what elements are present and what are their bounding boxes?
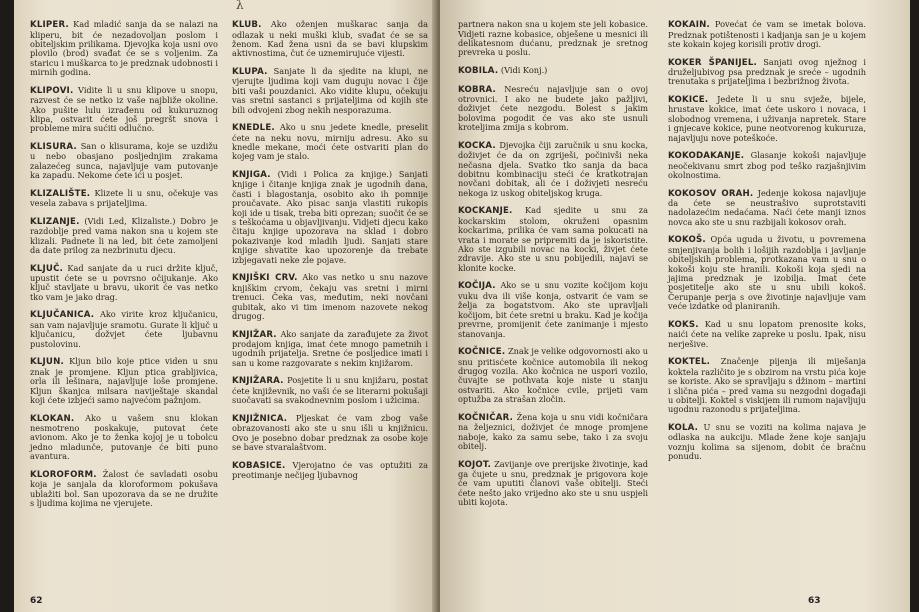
entry-headword: KOCKA. [458,140,496,151]
entry-text: Djevojka čiji zaručnik u snu kocka, doživjet će da on zgriješi, počinivši neka nečasna djela. Svatko tko sanja da baca dobitnu kombinaciju steći će kratkotrajan novčani dobitak, ali će i doživjeti nesreću nekoga iz uskog obiteljskog kruga. [458,139,648,198]
entry-text: Kad sjedite u snu za kockarskim stolom, okruženi opasnim kockarima, prilika će vam sama pokucati na vrata i morate se pripremiti da je iskoristite. Ako ste izgubili novac na kocki, živjet ćete zdravije. Ako ste u snu pobijedili, najavi se klonite kocke. [458,205,648,273]
left-page [14,0,438,612]
dictionary-entry [30,217,218,256]
entry-text: Ako u vašem snu klokan nesmotreno poskakuje, putovat ćete avionom. Ako je to ženka kojoj je u tobolcu jedno mladunče, putovanje će biti puno avantura. [30,412,218,462]
entry-text: Jedete li u snu svježe, bijele, hrustave kokice, imat ćete uskoro i novaca, i slobodnog vremena, i uživanja napretek. Stare i gnjecave kokice, pune neotvorenog kukuruza, najavljuju nove poteškoće. [668,94,866,143]
dictionary-entry [668,58,866,87]
dictionary-entry [30,142,218,181]
entry-text: Jedenje kokosa najavljuje da ćete se neustrašivo suprotstaviti nadolazećim nedaćama. Naći ćete manji iznos novca ako ste u snu razbijali kokosov orah. [668,187,866,227]
right-page [440,0,910,612]
entry-text: Značenje pijenja ili miješanja koktela različito je s obzirom na vrstu pića koje se koriste. Ako se spravljaju s džinom – martini i slična pića – pred vama su nezgodni događaji u obitelji. Koktel s viskijem ili rumom najavljuju ugodnu razonodu s prijateljima. [668,356,866,415]
entry-text: (Vidi Konj.) [500,65,548,75]
entry-headword: KOKICE. [668,95,709,105]
dictionary-entry [30,470,218,509]
entry-headword: KOKOŠ. [668,235,706,246]
entry-headword: KLOROFORM. [30,469,97,480]
entry-text: Posjetite li u snu knjižaru, postat ćete književnik, no vaši će se literarni pokušaji suočavati sa svakodnevnim poslom i užicima. [232,375,428,406]
entry-text: Sanjati ovog nježnog i druželjubivog psa predznak je sreće – ugodnih trenutaka s prijateljima i bezbrižnog života. [668,56,866,87]
left-edge [0,0,14,612]
entry-text: (Vidi Led, Klizaliste.) Dobro je razdoblje pred vama nakon sna u kojem ste klizali. Padnete li na led, bit ćete zamoljeni da date prilog za nezbrinutu djecu. [30,215,219,256]
dictionary-entry [458,66,648,76]
entry-text: Vjerojatno će vas optužiti za preotimanje nečijeg ljubavnog [232,459,428,480]
dictionary-entry [668,357,866,414]
dictionary-entry [458,141,648,198]
entry-text: Zavijanje ove prerijske životinje, kad ga čujete u snu, predznak je prigovora koje će vam uputiti članovi vaše obitelji. Steći ćete nešto jako vrijedno ako ste u snu uspjeli ubiti kojota. [458,458,648,508]
entry-headword: KOKODAKANJE. [668,151,745,162]
entry-headword: KOKS. [668,319,699,330]
entry-text: Žena koja u snu vidi kočničara na željeznici, doživjet će mnoge promjene naboje, kako za samu sebe, tako i za svoju obitelj. [458,411,648,451]
entry-headword: KNEDLE. [232,123,275,134]
entry-text: Ako u snu jedete knedle, preselit ćete na neku novu, mirniju adresu. Ako su knedle mekane, moći ćete ostvariti plan do kojeg vam je stalo. [232,122,429,162]
entry-headword: KNJIŽARA. [232,376,284,387]
entry-text: Ako virite kroz ključanicu, san vam najavljuje sramotu. Gurate li ključ u ključanicu, dožvjet ćete ljubavnu pustolovinu. [30,309,219,349]
entry-headword: KOBILA. [458,66,499,76]
dictionary-entry [30,310,218,349]
entry-text: Znak je velike odgovornosti ako u snu pritisćete kočnice automobila ili nekog drugog vozila. Ako kočnica ne uspori vozilo, čuvajte se pothvata koje niste u stanju ostvariti. Ako kočnice cvile, prijeti vam optužba za strašan zločin. [458,346,648,405]
entry-headword: KOKER ŠPANIJEL. [668,57,757,68]
entry-text: Ako sanjate da zarađujete za život prodajom knjiga, imat ćete mnogo pametnih i ugodnih prijatelja. Sretne će posljedice imati i san u kome razgovarate s nekim knjižarom. [232,328,428,368]
left-column-2 [232,12,428,484]
dictionary-entry [668,189,866,228]
entry-text: partnera nakon sna u kojem ste jeli kobasice. Vidjeti razne kobasice, obješene u mesnici ili delikatesnom dućanu, predznak je sretnog prevreka u poslu. [458,19,648,58]
entry-text: Opća uguda u životu, u povremena smjenjivanja bolih i lošijih razdoblja i javljanje obiteljskih problema, protkazana vam u snu o kokoši koju ste hranili. Kokoši koja sjedi na jajima predznak je izobilja. Imat ćete posjetitelje ako ste u snu ubili kokoš. Čerupanje perja s ove životinje najavljuje vam veće izdatke od planiranih. [668,234,866,312]
entry-text: Ako se u snu vozite kočijom koju vuku dva ili više konja, ostvarit će vam se želja za bogatstvom. Ako ste upravljali kočijom, bit ćete sretni u braku. Kad je kočija prevrne, promijenit ćete zanimanje i mjesto stanovanja. [458,280,648,339]
page-number-left: 62 [30,596,43,606]
entry-headword: KOBRA. [458,84,497,95]
dictionary-entry [232,461,428,481]
dictionary-entry [232,67,428,115]
dictionary-entry [458,347,648,404]
entry-headword: KOJOT. [458,459,492,470]
entry-text: U snu se voziti na kolima najava je odlaska na aukciju. Mlade žene koje sanjaju voznju kolima sa sijenom, dobit će bračnu ponudu. [668,421,866,462]
entry-headword: KLUPA. [232,67,268,77]
entry-text: (Vidi i Polica za knjige.) Sanjati knjige i čitanje knjiga znak je ugodnih dana, časti i blagostanja, osobito ako ih pomnije proučavate. Ako pisac sanja vlastiti rukopis koji ide u tisak, treba biti oprezan; suočit će se s teškoćama u objavljivanju. Vidjeti djecu kako čitaju knjige upozorava na sklad i dobro pokazivanje kod mladih ljudi. Sanjati stare knjige shvatite kao upozorenje da trebate izbjegavati neke zle pojave. [232,169,428,265]
dictionary-entry [668,95,866,143]
dictionary-entry [30,264,218,303]
dictionary-entry [668,320,866,349]
entry-text: Nesreću najavljuje san o ovoj otrovnici. I ako ne budete jako pažljivi, doživjet ćete nezgodu. Bolest s jakim bolovima pogodit će vas ako ste usnuli kroteljima zmija s kobrom. [458,83,649,133]
entry-text: Kljun bilo koje ptice viden u snu znak je promjene. Kljun ptica grabljivica, orla ili lešinara, najavljuje loše promjene. Kljun škanjca milsara naviještaje skandal koji ćete izbjeći samo najvećom pažnjom. [30,356,218,405]
header-mark: λ [236,0,244,12]
entry-headword: KNJIŠKI CRV. [232,273,298,284]
entry-headword: KOCKANJE. [458,206,513,217]
dictionary-entry [668,151,866,180]
entry-headword: KOČNICE. [458,347,506,358]
entry-text: Ako vas netko u snu nazove knjiškim crvom, čekaju vas sretni i mirni trenuci. Čeka vas, međutim, neki novčani gubitak, ako vi tim imenom nazovete nekog drugog. [232,272,428,321]
entry-headword: KNJIŽNICA. [232,413,288,424]
dictionary-entry [668,235,866,311]
dictionary-entry [232,123,428,162]
entry-text: Kad mladić sanja da se nalazi na kliperu, bit će nezadovoljan poslom i obiteljskim prilikama. Djevojka koja usni ovo plovilo (brod) svađat će se s voljenim. Za staricu i muškarca to je predznak udobnosti i mirnih godina. [30,19,218,78]
page-number-right: 63 [808,596,821,606]
entry-text: Vidite li u snu klipove u snopu, razvest će se netko iz vaše najbliže okoline. Ako pušite lulu izrađenu od kukuruznog klipa, ostvarit ćete još pregršt snova i probleme mira sućiti odlučno. [30,84,219,134]
entry-headword: KOBASICE. [232,460,286,471]
dictionary-entry [458,85,648,133]
entry-text: Kad u snu lopatom prenosite koks, naići ćete na velike zapreke u poslu. Ipak, nisu nerješive. [668,318,866,349]
dictionary-entry [458,20,648,58]
dictionary-entry [458,281,648,338]
dictionary-entry [30,414,218,462]
entry-headword: KLJUČ. [30,263,64,274]
entry-headword: KLOKAN. [30,413,75,424]
dictionary-entry [30,20,218,77]
entry-headword: KOLA. [668,422,699,433]
entry-headword: KLJUN. [30,357,64,368]
dictionary-entry [668,423,866,462]
right-column-2 [668,12,866,466]
entry-text: Pljeskat će vam zbog vaše obrazovanosti ako ste u snu išli u knjižnicu. Ovo je posebno dobar predznak za osobe koje se bave stvaralaštvom. [232,412,428,452]
dictionary-entry [458,206,648,273]
entry-headword: KOČIJA. [458,281,496,292]
entry-headword: KOKAIN. [668,20,710,31]
entry-headword: KOKOSOV ORAH. [668,188,754,199]
right-edge [910,0,919,612]
entry-text: Žalost će savladati osobu koja je sanjala da kloroformom pokušava ublažiti bol. San upozorava da se ne družite s ljudima kojima ne vjerujete. [30,468,218,508]
entry-headword: KLIZALIŠTE. [30,188,91,199]
entry-text: San o klisurama, koje se uzdižu u nebo obasjano posljednjim zrakama zalazećeg sunca, najavljuje vam putovanje ka zapadu. Nekome ćete ići u posjet. [30,141,218,181]
entry-text: Kad sanjate da u ruci držite ključ, upustit ćete se u povrsno očijukanje. Ako ključ stavljate u bravu, ukorit će vas netko tko vam je jako drag. [30,262,218,302]
dictionary-entry [232,330,428,369]
entry-text: Sanjate li da sjedite na klupi, ne vjerujte ljudima koji vam duguju novac i čije biti vaši pouzdanici. Ako vidite klupu, očekuju vas sretni sastanci s prijateljima od kojih ste bili odvojeni zbog nekih nesporazuma. [232,66,428,115]
dictionary-entry [232,273,428,321]
entry-headword: KOČNIČAR. [458,412,514,423]
dictionary-entry [458,460,648,508]
dictionary-entry [30,357,218,405]
entry-headword: KLUB. [232,20,262,31]
entry-headword: KLJUČANICA. [30,310,95,321]
entry-text: Glasanje kokoši najavljuje neočekivanu smrt zbog pod teško razjašnjivim okolnostima. [668,150,866,181]
dictionary-entry [30,86,218,134]
right-column-1 [458,12,648,512]
dictionary-entry [30,189,218,209]
dictionary-entry [232,376,428,405]
dictionary-entry [232,170,428,265]
dictionary-entry [458,413,648,452]
entry-headword: KLIPER. [30,20,69,31]
entry-headword: KOKTEL. [668,357,711,368]
entry-text: Povećat će vam se imetak bolova. Predznak potištenosti i kadjanja san je u kojem ste kokain kojeg korisili protiv drogi. [668,19,866,49]
entry-headword: KLISURA. [30,142,77,153]
dictionary-entry [668,20,866,49]
dictionary-entry [232,20,428,59]
left-column-1 [30,12,218,512]
dictionary-entry [232,414,428,453]
entry-headword: KNJIGA. [232,170,271,181]
entry-headword: KNJIŽAR. [232,329,277,340]
entry-headword: KLIPOVI. [30,85,74,96]
entry-headword: KLIZANJE. [30,216,80,227]
entry-text: Klizete li u snu, očekuje vas vesela zabava s prijateljima. [30,187,218,209]
entry-text: Ako oženjen muškarac sanja da odlazak u neki muški klub, svađat će se sa ženom. Kad žena usni da se bavi klupskim aktivnostima, čut će uznemirujuće vijesti. [232,19,429,59]
